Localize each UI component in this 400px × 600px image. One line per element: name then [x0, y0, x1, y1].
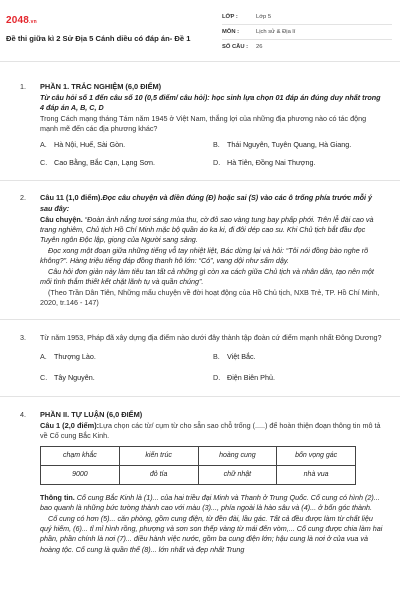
question-number: 1. — [20, 82, 26, 91]
option-b[interactable] — [213, 140, 386, 150]
option-c[interactable] — [40, 158, 213, 168]
question-block — [0, 397, 400, 556]
option-letter: D. — [213, 373, 221, 383]
story-label: Câu chuyện. — [40, 214, 83, 224]
story-text: “Đoàn ảnh nắng tươi sáng mùa thu, cờ đỏ sao vàng tung bay phấp phới. Trên lễ đài cao và trang nghiêm, Chủ tịch Hồ Chí Minh mặc bộ quần áo ka ki, đi đôi dép cao su. Khi Chủ tịch bắt đầu đọc Tuyên ngôn Độc lập, giọng của Người sang sảng. — [40, 214, 374, 245]
meta-label: LỚP : — [222, 13, 238, 20]
option-text: Cao Bằng, Bắc Cạn, Lạng Sơn. — [54, 157, 156, 167]
option-a[interactable] — [40, 352, 213, 362]
question-instruction: Từ câu hỏi số 1 đến câu số 10 (0,5 điểm/ câu hỏi): học sinh lựa chọn 01 đáp án đúng duy nhất trong 4 đáp án A, B, C, D — [40, 92, 381, 113]
option-letter: B. — [213, 140, 220, 150]
option-a[interactable] — [40, 140, 213, 150]
story-paragraph — [40, 215, 386, 246]
option-letter: C. — [40, 373, 48, 383]
question-text: Trong Cách mạng tháng Tám năm 1945 ở Việt Nam, thắng lợi của những địa phương nào có tác động mạnh mẽ đến các địa phương khác? — [40, 113, 367, 134]
info-paragraph — [40, 493, 386, 514]
question-block — [0, 62, 400, 180]
question-number: 3. — [20, 333, 26, 343]
meta-row-class — [222, 10, 392, 25]
question-instruction: Đọc câu chuyện và điền đúng (Đ) hoặc sai (S) vào các ô trống phía trước mỗi ý sau đây: — [40, 193, 372, 214]
question-title: Câu 11 (1,0 điểm). — [40, 193, 103, 203]
option-letter: D. — [213, 157, 221, 167]
info-paragraph: Cố cung có hơn (5)... căn phòng, gồm cung điện, từ đền đài, lầu gác. Tất cả đều được làm từ chất liệu quý hiếm, (6)... tỉ mỉ hình rồng, phượng và sơn son thếp vàng từ mái đến vòm,... Cố cung được chia làm hai phần, phần chính là nơi (7)... điều hành việc nước, gồm ba cung điện lớn; hậu cung là nơi ở của vua và hoàng tộc. Cố cung là quần thể (8)... lớn nhất và đẹp nhất Trung — [40, 513, 383, 554]
option-text: Tây Nguyên. — [54, 373, 95, 383]
option-text: Hà Tiên, Đồng Nai Thượng. — [227, 157, 316, 167]
table-row — [41, 465, 356, 484]
document-content — [0, 62, 400, 555]
option-text: Hà Nội, Huế, Sài Gòn. — [54, 140, 126, 150]
option-d[interactable] — [213, 158, 386, 168]
word-bank-table — [40, 446, 356, 485]
site-logo[interactable] — [6, 14, 37, 29]
table-cell: bốn vọng gác — [277, 446, 356, 465]
option-text: Việt Bắc. — [227, 351, 256, 361]
logo-main: 2048 — [6, 15, 30, 26]
question-block — [0, 320, 400, 395]
option-c[interactable] — [40, 373, 213, 383]
info-text: Cố cung Bắc Kinh là (1)... của hai triều đại Minh và Thanh ở Trung Quốc. Cố cung có hình (2)... bao quanh là những bức tường thành cao với màu (3)..., phía ngoài là hào sâu và (4)... ở bốn góc thành. — [40, 492, 380, 513]
question-number: 2. — [20, 193, 26, 203]
story-paragraph: Đọc xong một đoạn giữa những tiếng vỗ tay nhiệt liệt, Bác dừng lại và hỏi: “Tôi nói đồng bào nghe rõ không?”. Hàng triệu tiếng đáp đồng thanh hô lớn: “Có”, vang dội như sấm dậy. — [40, 245, 369, 266]
option-letter: C. — [40, 157, 48, 167]
option-text: Thái Nguyên, Tuyên Quang, Hà Giang. — [227, 140, 352, 150]
option-letter: A. — [40, 140, 47, 150]
page-header — [0, 0, 400, 62]
table-cell: chạm khắc — [41, 446, 120, 465]
option-b[interactable] — [213, 352, 386, 362]
story-source: (Theo Trần Dân Tiên, Những mẩu chuyện về đời hoạt động của Hồ Chủ tịch, NXB Trẻ, TP. Hồ Chí Minh, 2020, tr.146 - 147) — [40, 287, 380, 308]
document-title: Đề thi giữa kì 2 Sử Địa 5 Cánh diều có đáp án- Đề 1 — [6, 34, 191, 43]
meta-label: SỐ CÂU : — [222, 44, 249, 51]
table-cell: 9000 — [41, 465, 120, 484]
answer-options — [40, 352, 386, 384]
question-instruction: Lựa chọn các từ/ cụm từ cho sẵn sao chỗ trống (.....) để hoàn thiện đoạn thông tin mô tả về Cố cung Bắc Kinh. — [40, 420, 381, 441]
table-cell: nhà vua — [277, 465, 356, 484]
question-number: 4. — [20, 409, 26, 419]
question-block — [0, 181, 400, 319]
meta-value: 26 — [256, 44, 263, 51]
question-text: Từ năm 1953, Pháp đã xây dựng địa điểm nào dưới đây thành tập đoàn cứ điểm mạnh nhất Đông Dương? — [40, 333, 382, 343]
meta-row-count — [222, 40, 392, 55]
meta-value: Lớp 5 — [256, 13, 272, 20]
option-letter: B. — [213, 351, 220, 361]
question-title: Câu 1 (2,0 điểm): — [40, 420, 100, 430]
table-cell: chữ nhật — [198, 465, 277, 484]
table-cell: hoàng cung — [198, 446, 277, 465]
question-header — [40, 421, 386, 442]
option-text: Điện Biên Phủ. — [227, 373, 275, 383]
answer-options — [40, 140, 386, 168]
meta-value: Lịch sử & Địa lí — [256, 28, 296, 35]
table-row — [41, 446, 356, 465]
option-text: Thượng Lào. — [54, 351, 96, 361]
story-paragraph: Câu hỏi đơn giản này làm tiêu tan tất cả những gì còn xa cách giữa Chủ tịch và nhân dân, tạo nên một mối tình thắm thiết kết chặt lãnh tụ và quần chúng”. — [40, 266, 374, 287]
logo-suffix: .vn — [29, 19, 37, 25]
option-letter: A. — [40, 351, 47, 361]
part-heading: PHẦN II. TỰ LUẬN (6,0 ĐIỂM) — [40, 409, 143, 419]
table-cell: kiến trúc — [119, 446, 198, 465]
question-header — [40, 193, 386, 214]
meta-label: MÔN : — [222, 28, 240, 35]
option-d[interactable] — [213, 373, 386, 383]
info-label: Thông tin. — [40, 492, 75, 502]
meta-panel — [222, 10, 392, 55]
meta-row-subject — [222, 25, 392, 40]
part-heading: PHẦN 1. TRẮC NGHIỆM (6,0 ĐIỂM) — [40, 82, 162, 91]
table-cell: đỏ tía — [119, 465, 198, 484]
